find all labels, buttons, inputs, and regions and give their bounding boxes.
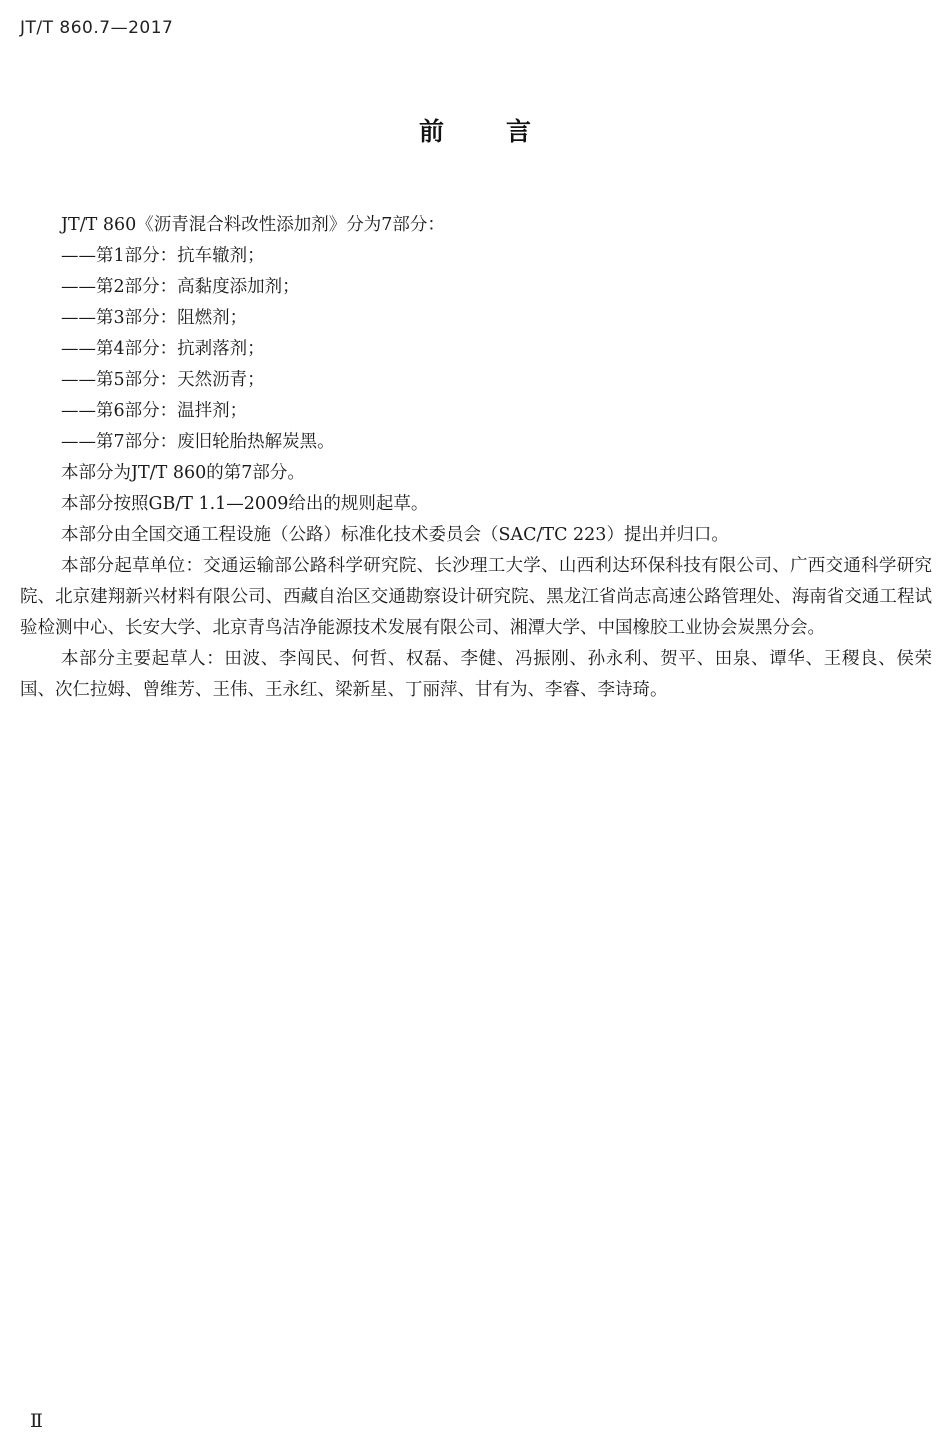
paragraph-drafters: 本部分主要起草人：田波、李闯民、何哲、权磊、李健、冯振刚、孙永利、贺平、田泉、谭华、王稷良、侯荣国、次仁拉姆、曾维芳、王伟、王永红、梁新星、丁丽萍、甘有为、李睿、李诗琦。 bbox=[20, 649, 932, 700]
list-item-part-2: ——第2部分：高黏度添加剂； bbox=[61, 277, 300, 297]
list-item-part-1: ——第1部分：抗车辙剂； bbox=[61, 246, 265, 266]
page-number: Ⅱ bbox=[30, 1410, 43, 1432]
list-item-part-7: ——第7部分：废旧轮胎热解炭黑。 bbox=[61, 432, 335, 452]
paragraph-drafting-rules: 本部分按照GB/T 1.1—2009给出的规则起草。 bbox=[61, 494, 429, 514]
list-item-part-6: ——第6部分：温拌剂； bbox=[61, 401, 248, 421]
paragraph-drafting-units: 本部分起草单位：交通运输部公路科学研究院、长沙理工大学、山西利达环保科技有限公司、广西交通科学研究院、北京建翔新兴材料有限公司、西藏自治区交通勘察设计研究院、黑龙江省尚志高速公路管理处、海南省交通工程试验检测中心、长安大学、北京青鸟洁净能源技术发展有限公司、湘潭大学、中国橡胶工业协会炭黑分会。 bbox=[20, 556, 932, 638]
list-item-part-5: ——第5部分：天然沥青； bbox=[61, 370, 265, 390]
list-item-part-4: ——第4部分：抗剥落剂； bbox=[61, 339, 265, 359]
foreword-body bbox=[20, 210, 932, 706]
paragraph-intro: JT/T 860《沥青混合料改性添加剂》分为7部分： bbox=[61, 215, 445, 235]
paragraph-proposer: 本部分由全国交通工程设施（公路）标准化技术委员会（SAC/TC 223）提出并归口。 bbox=[61, 525, 729, 545]
page-title: 前言 bbox=[418, 117, 593, 146]
standard-number-header: JT/T 860.7—2017 bbox=[20, 18, 174, 38]
list-item-part-3: ——第3部分：阻燃剂； bbox=[61, 308, 248, 328]
paragraph-part-statement: 本部分为JT/T 860的第7部分。 bbox=[61, 463, 305, 483]
